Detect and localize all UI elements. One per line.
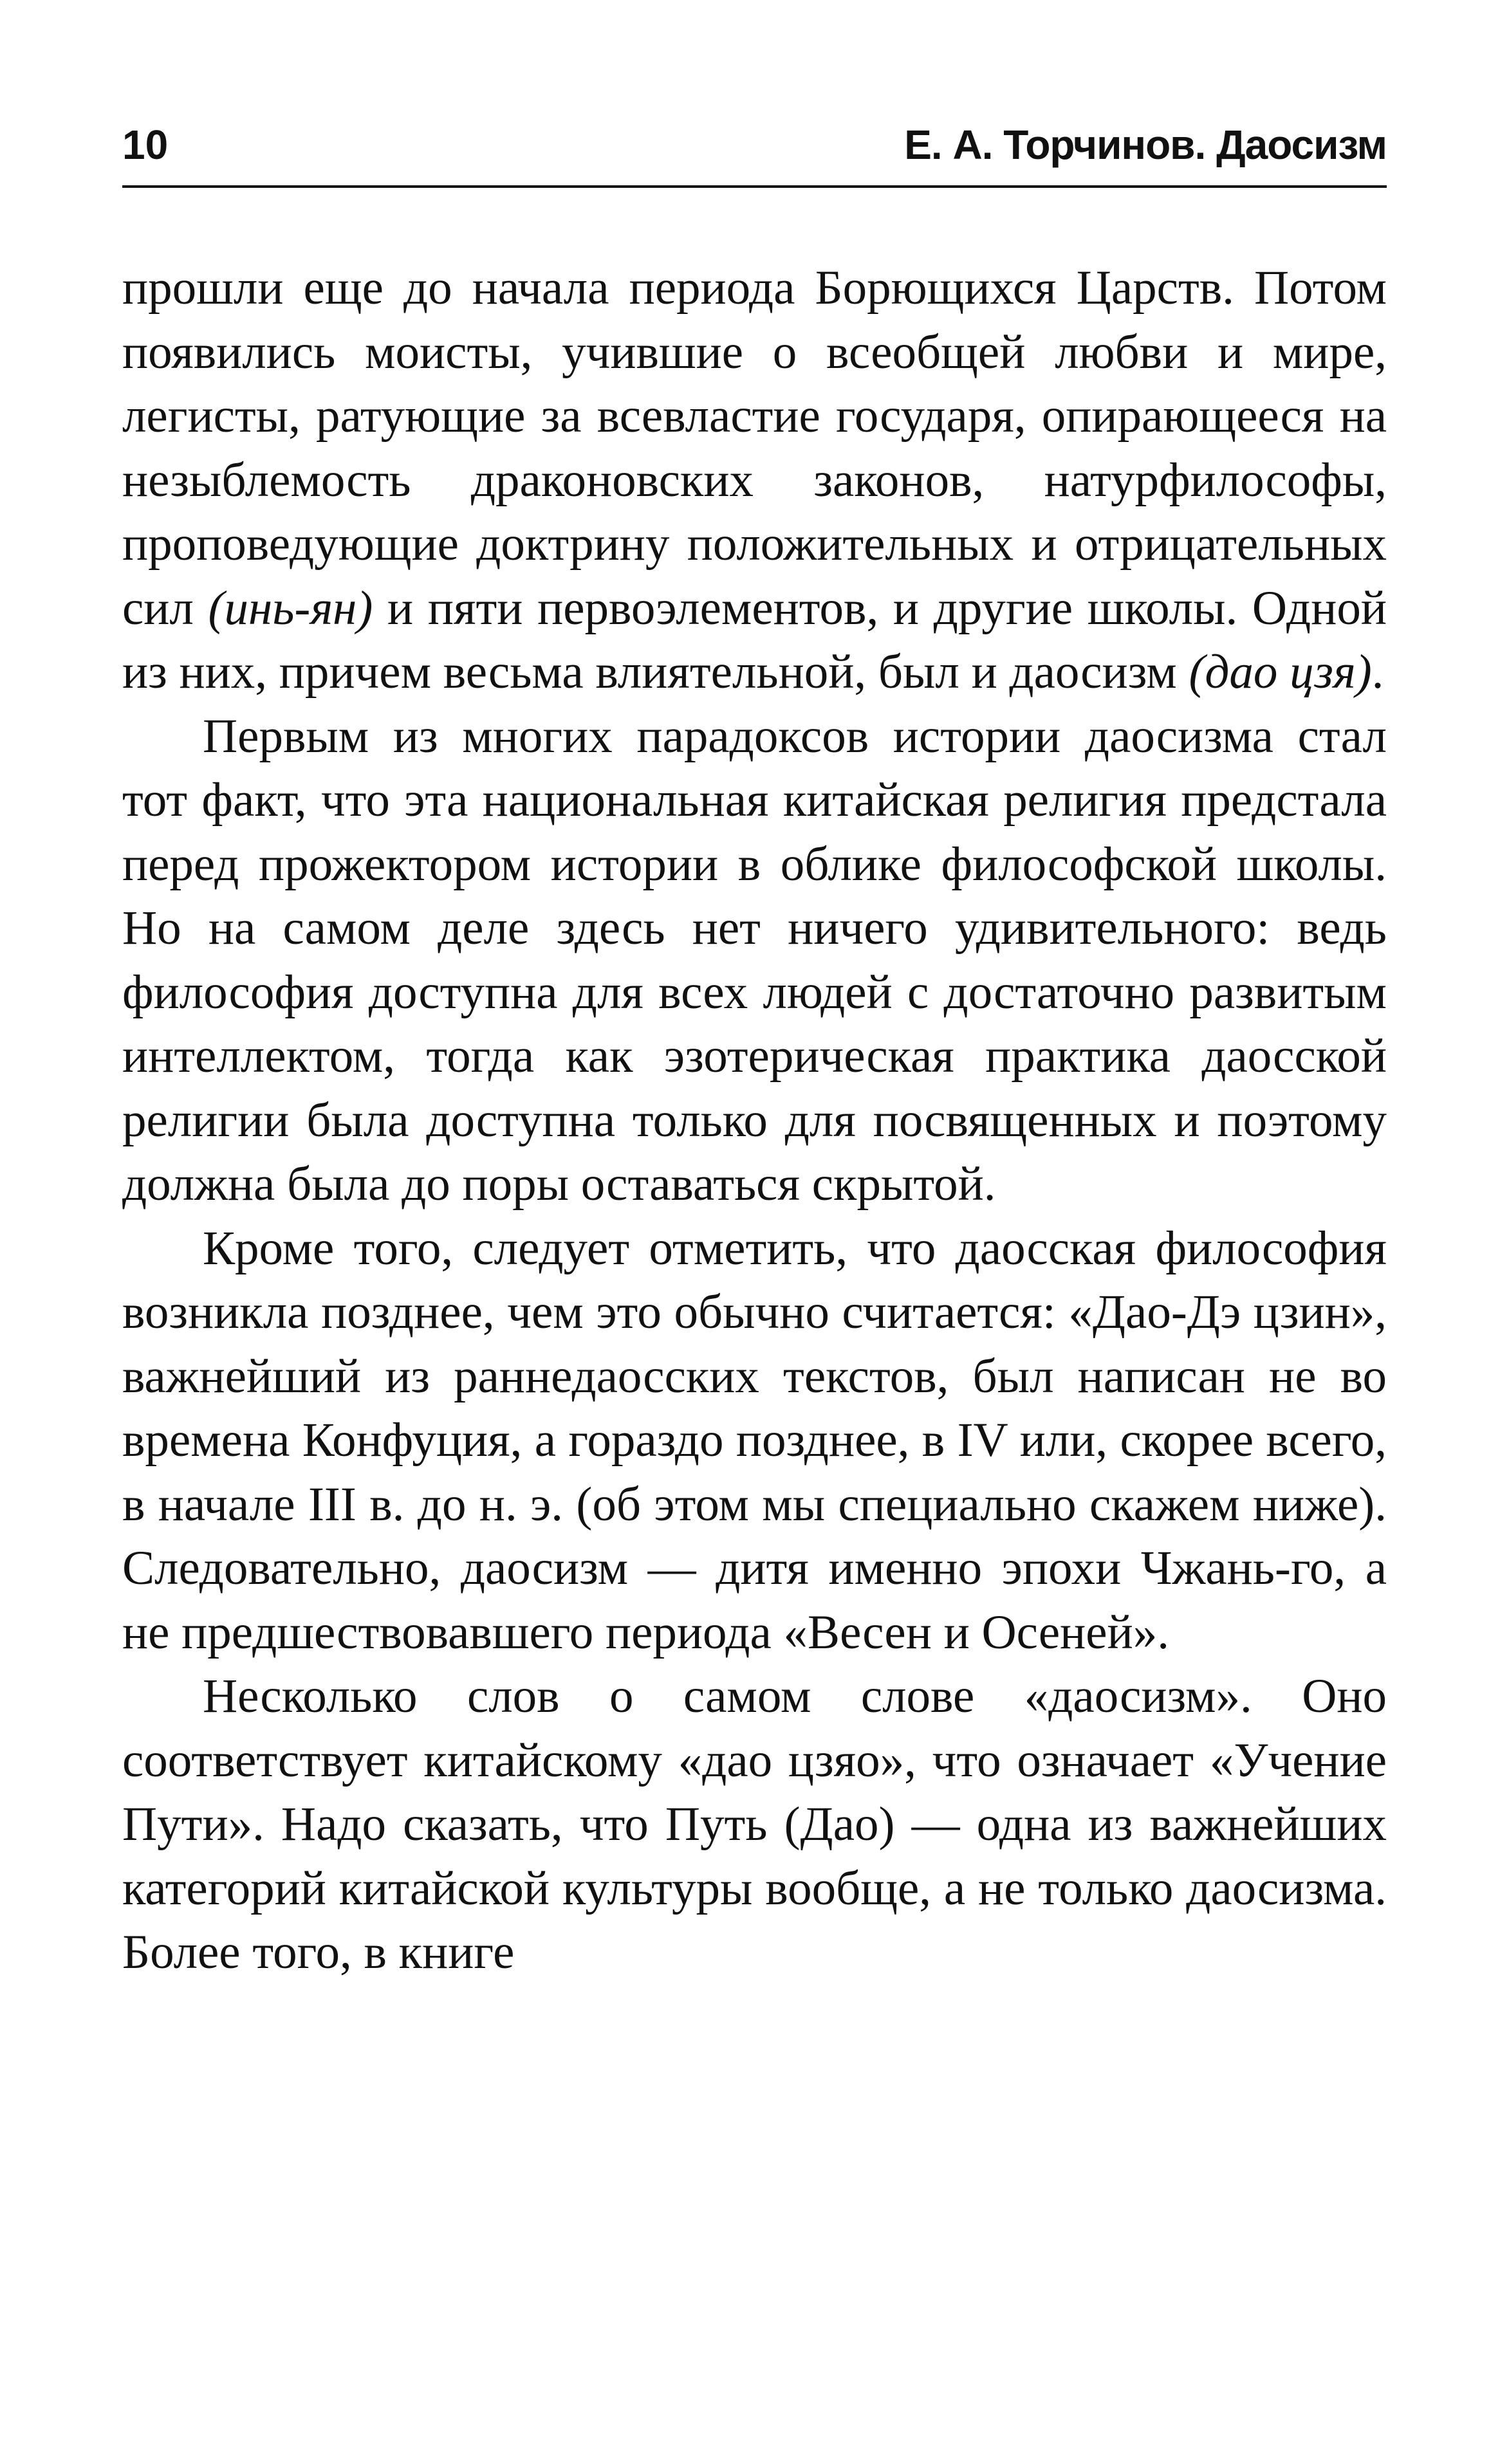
paragraph-2	[122, 704, 1387, 1217]
page-number: 10	[122, 122, 169, 168]
text-segment: .	[1371, 645, 1384, 699]
text-segment: Кроме того, следует отметить, что даосская философия возникла позднее, чем это обычно считается: «Дао-Дэ цзин», важнейший из раннедаосских текстов, был написан не во времена Конфуция, а гораздо позднее, в IV или, скорее всего, в начале III в. до н. э. (об этом мы специально скажем ниже). Следовательно, даосизм — дитя именно эпохи Чжань-го, а не предшествовавшего периода «Весен и Осеней».	[122, 1221, 1387, 1659]
text-segment: Первым из многих парадоксов истории даосизма стал тот факт, что эта национальная китайская религия предстала перед прожектором истории в облике философской школы. Но на самом деле здесь нет ничего удивительного: ведь философия доступна для всех людей с достаточно развитым интеллектом, тогда как эзотерическая практика даосской религии была доступна только для посвященных и поэтому должна была до поры оставаться скрытой.	[122, 709, 1387, 1211]
text-segment: и пяти первоэлементов, и другие школы. Одной из них, причем весьма влиятельной, был и даосизм	[122, 581, 1387, 699]
body-text	[122, 256, 1387, 1985]
paragraph-1	[122, 256, 1387, 704]
book-page	[122, 97, 1387, 1985]
header-rule	[122, 185, 1387, 188]
paragraph-3	[122, 1217, 1387, 1665]
page-header	[122, 97, 1387, 193]
text-segment: прошли еще до начала периода Борющихся Царств. Потом появились моисты, учившие о всеобщей любви и мире, легисты, ратующие за всевластие государя, опирающееся на незыблемость драконовских законов, натурфилософы, проповедующие доктрину положительных и отрицательных сил	[122, 261, 1387, 635]
paragraph-4	[122, 1664, 1387, 1985]
italic-term: (дао цзя)	[1189, 645, 1372, 699]
running-head: Е. А. Торчинов. Даосизм	[904, 122, 1387, 168]
italic-term: (инь-ян)	[208, 581, 373, 635]
text-segment: Несколько слов о самом слове «даосизм». Оно соответствует китайскому «дао цзяо», что означает «Учение Пути». Надо сказать, что Путь (Дао) — одна из важнейших категорий китайской культуры вообще, а не только даосизма. Более того, в книге	[122, 1669, 1387, 1979]
